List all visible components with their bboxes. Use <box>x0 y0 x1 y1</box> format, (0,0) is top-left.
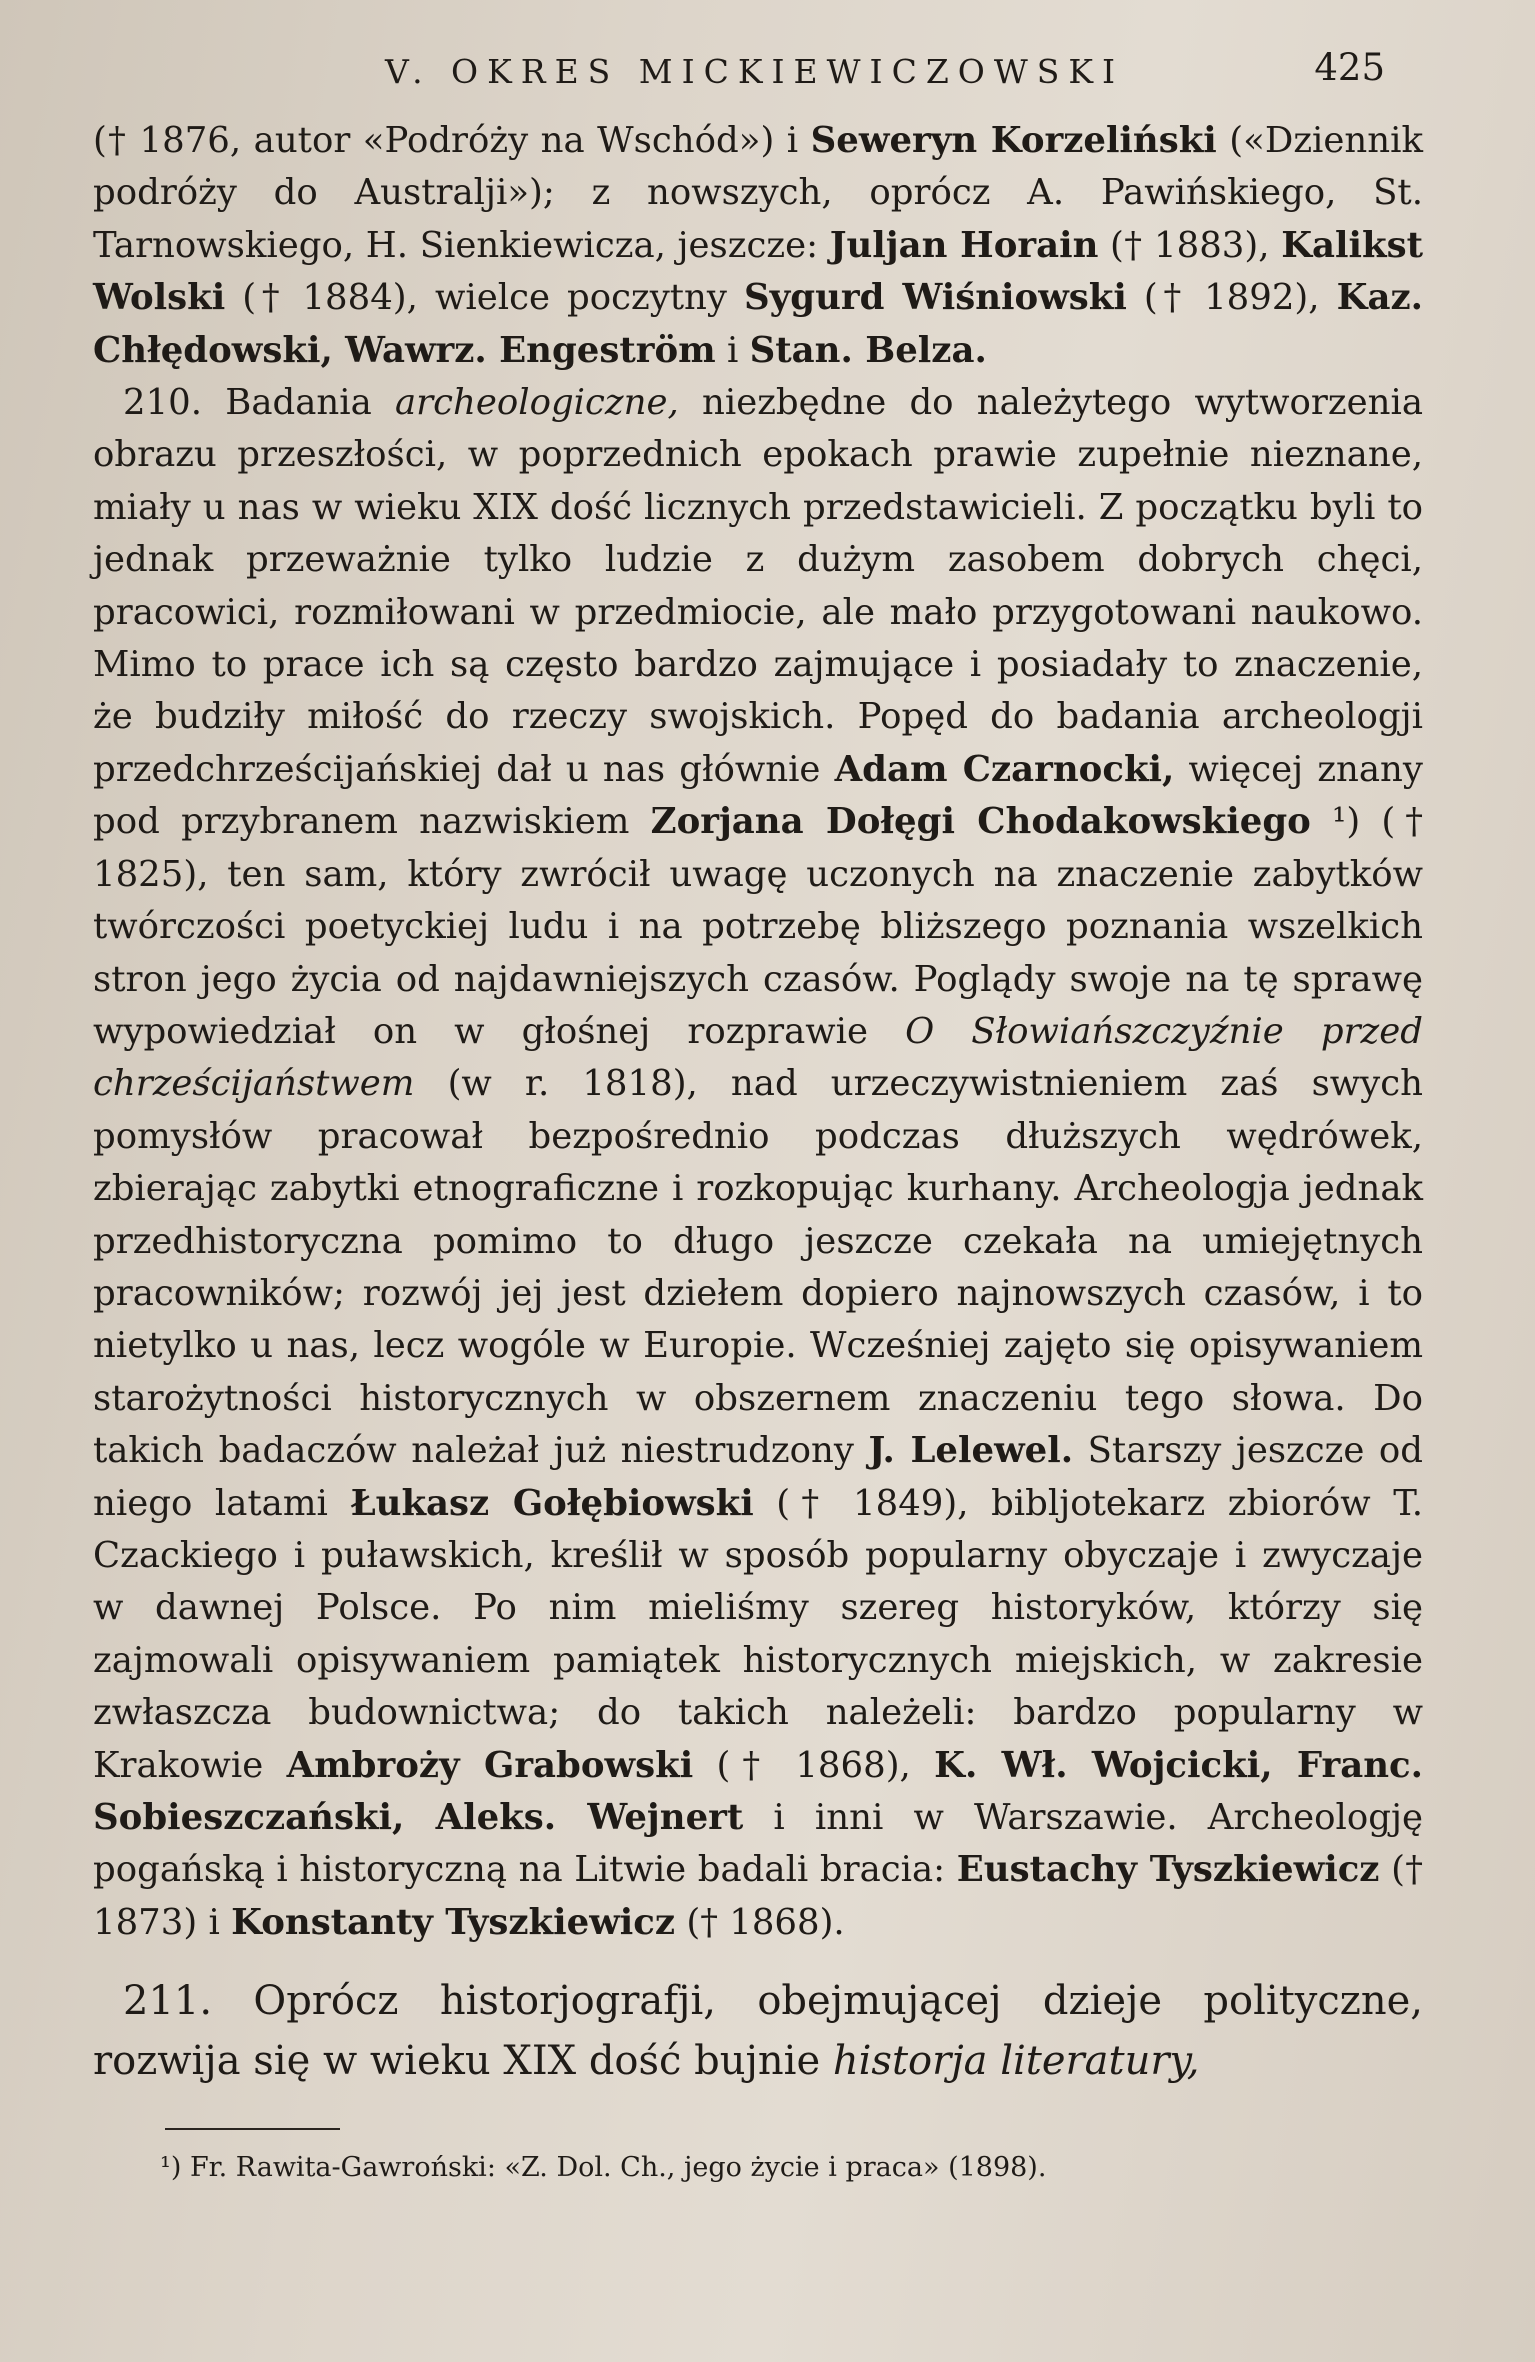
paragraph-210 <box>93 377 1423 1949</box>
bold-name: Konstanty Tyszkiewicz <box>231 1901 676 1943</box>
text-run: († 1868). <box>675 1901 845 1943</box>
bold-name: Stan. Belza. <box>749 329 987 371</box>
page-number: 425 <box>1314 46 1385 89</box>
footnote-divider <box>165 2128 340 2130</box>
section-number: 211. <box>123 1978 213 2025</box>
bold-name: Juljan Horain <box>829 224 1099 266</box>
text-run: († 1884), wielce poczytny <box>225 277 744 319</box>
text-run: († 1876, autor «Podróży na Wschód») i <box>93 120 811 161</box>
text-run: niezbędne do należytego wytworzenia obrazu przeszłości, w poprzednich epokach prawie zupełnie nieznane, miały u nas w wieku XIX dość licznych przedstawicieli. Z początku byli to jednak przeważnie tylko ludzie z dużym zasobem dobrych chęci, pracowici, rozmiłowani w przedmiocie, ale mało przygotowani naukowo. Mimo to prace ich są często bardzo zajmujące i posiadały to znaczenie, że budziły miłość do rzeczy swojskich. Popęd do badania archeologji przedchrześcijańskiej dał u nas głównie <box>93 382 1423 790</box>
bold-name: Kalikst Wolski <box>93 224 1423 319</box>
bold-name: Eustachy Tyszkiewicz <box>956 1849 1380 1891</box>
paragraph-continued <box>93 115 1423 377</box>
text-run: († 1892), <box>1126 277 1337 319</box>
italic-term: historja literatury, <box>832 2038 1200 2085</box>
text-run: Badania <box>202 382 395 424</box>
bold-name: Zorjana Dołęgi Chodakowskiego <box>650 801 1311 843</box>
running-title: V. OKRES MICKIEWICZOWSKI <box>385 52 1125 91</box>
text-run: i <box>715 329 750 371</box>
text-run: ¹) († 1825), ten sam, który zwrócił uwagę uczonych na znaczenie zabytków twórczości poetyckiej ludu i na potrzebę bliższego poznania wszelkich stron jego życia od najdawniejszych czasów. Poglądy swoje na tę sprawę wypowiedział on w głośnej rozprawie <box>93 801 1423 1052</box>
bold-name: Ambroży Grabowski <box>286 1744 694 1786</box>
text-run: («Dziennik podróży do Australji»); z nowszych, oprócz A. Pawińskiego, St. Tarnowskiego, H. Sienkiewicza, jeszcze: <box>93 120 1423 266</box>
italic-term: archeologiczne, <box>394 382 679 424</box>
italic-term: O Słowiańszczyźnie przed chrześcijaństwem <box>93 1010 1423 1105</box>
paragraph-211 <box>93 1971 1423 2091</box>
section-number: 210. <box>123 382 203 424</box>
bold-name: Sygurd Wiśniowski <box>743 277 1127 319</box>
paragraph-211-text <box>93 1978 1423 2084</box>
bold-name: Kaz. Chłędowski, Wawrz. Engeström <box>93 277 1423 371</box>
text-run: więcej znany pod przybranem nazwiskiem <box>93 748 1423 843</box>
paragraph-210-text <box>93 382 1423 1943</box>
bold-name: Adam Czarnocki, <box>834 748 1175 790</box>
footnote: ¹) Fr. Rawita-Gawroński: «Z. Dol. Ch., jego życie i praca» (1898). <box>160 2152 1047 2183</box>
text-run: († 1868), <box>693 1744 935 1786</box>
text-run: († 1849), bibljotekarz zbiorów T. Czackiego i puławskich, kreślił w sposób popularny obyczaje i zwyczaje w dawnej Polsce. Po nim mieliśmy szereg historyków, którzy się zajmowali opisywaniem pamiątek historycznych miejskich, w zakresie zwłaszcza budownictwa; do takich należeli: bardzo popularny w Krakowie <box>93 1482 1423 1786</box>
text-run: († 1883), <box>1098 224 1282 266</box>
bold-name: K. Wł. Wojcicki, Franc. Sobieszczański, Aleks. Wejnert <box>93 1744 1424 1838</box>
bold-name: Seweryn Korzeliński <box>810 120 1217 161</box>
text-run: Starszy jeszcze od niego latami <box>93 1430 1423 1524</box>
body-text <box>93 115 1423 2091</box>
text-run: i inni w Warszawie. Archeologję pogańską i historyczną na Litwie badali bracia: <box>93 1797 1423 1891</box>
text-run: Oprócz historjografji, obejmującej dzieje polityczne, rozwija się w wieku XIX dość bujnie <box>93 1978 1423 2085</box>
bold-name: J. Lelewel. <box>868 1430 1074 1472</box>
page-header <box>95 44 1385 96</box>
bold-name: Łukasz Gołębiowski <box>350 1482 754 1524</box>
text-run: (w r. 1818), nad urzeczywistnieniem zaś swych pomysłów pracował bezpośrednio podczas dłuższych wędrówek, zbierając zabytki etnograficzne i rozkopując kurhany. Archeologja jednak przedhistoryczna pomimo to długo jeszcze czekała na umiejętnych pracowników; rozwój jej jest dziełem dopiero najnowszych czasów, i to nietylko u nas, lecz wogóle w Europie. Wcześniej zajęto się opisywaniem starożytności historycznych w obszernem znaczeniu tego słowa. Do takich badaczów należał już niestrudzony <box>93 1063 1423 1472</box>
text-run: († 1873) i <box>93 1849 1423 1943</box>
